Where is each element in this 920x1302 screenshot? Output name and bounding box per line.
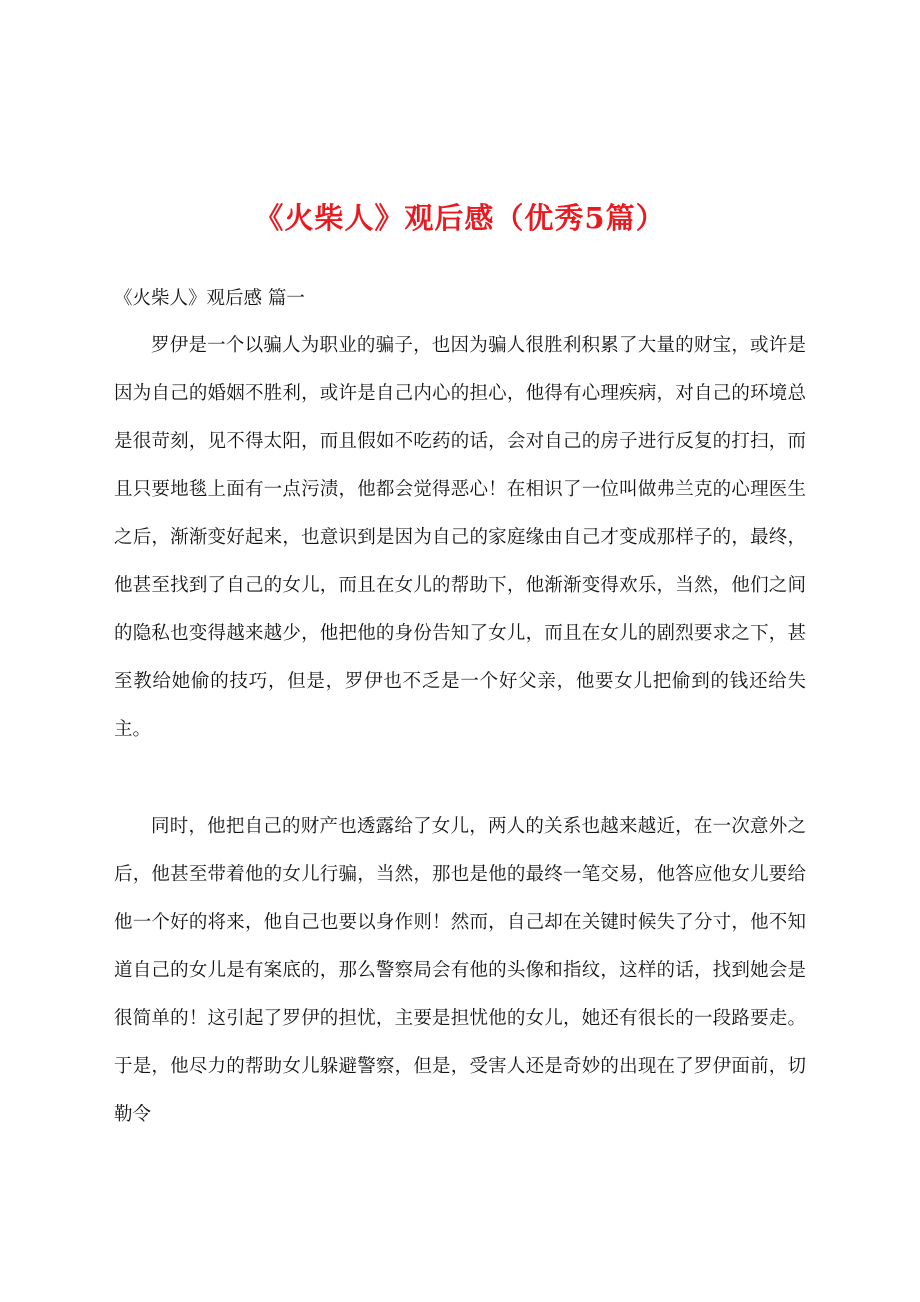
document-title: 《火柴人》观后感（优秀5篇） <box>254 201 666 235</box>
section-heading: 《火柴人》观后感 篇一 <box>114 288 305 309</box>
paragraph-1: 罗伊是一个以骗人为职业的骗子，也因为骗人很胜利积累了大量的财宝，或许是因为自己的婚姻不胜利，或许是自己内心的担心，他得有心理疾病，对自己的环境总是很苛刻，见不得太阳，而且假如不吃药的话，会对自己的房子进行反复的打扫，而且只要地毯上面有一点污渍，他都会觉得恶心！在相识了一位叫做弗兰克的心理医生之后，渐渐变好起来，也意识到是因为自己的家庭缘由自己才变成那样子的，最终，他甚至找到了自己的女儿，而且在女儿的帮助下，他渐渐变得欢乐，当然，他们之间的隐私也变得越来越少，他把他的身份告知了女儿，而且在女儿的剧烈要求之下，甚至教给她偷的技巧，但是，罗伊也不乏是一个好父亲，他要女儿把偷到的钱还给失主。 <box>114 335 806 740</box>
paragraph-2: 同时，他把自己的财产也透露给了女儿，两人的关系也越来越近，在一次意外之后，他甚至带着他的女儿行骗，当然，那也是他的最终一笔交易，他答应他女儿要给他一个好的将来，他自己也要以身作则！然而，自己却在关键时候失了分寸，他不知道自己的女儿是有案底的，那么警察局会有他的头像和指纹，这样的话，找到她会是很简单的！这引起了罗伊的担忧，主要是担忧他的女儿，她还有很长的一段路要走。于是，他尽力的帮助女儿躲避警察，但是，受害人还是奇妙的出现在了罗伊面前，切勒令 <box>114 816 806 1125</box>
